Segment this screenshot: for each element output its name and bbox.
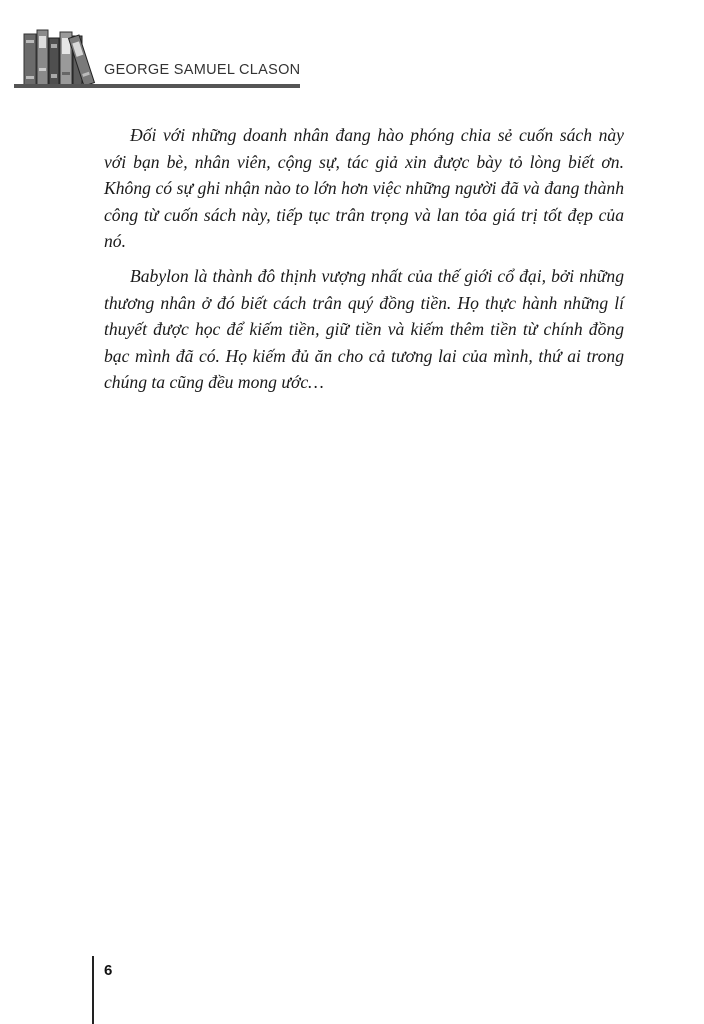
paragraph: Đối với những doanh nhân đang hào phóng chia sẻ cuốn sách này với bạn bè, nhân viên, cộng sự, tác giả xin được bày tỏ lòng biết ơn. Không có sự ghi nhận nào to lớn hơn việc những người đã và đang thành công từ cuốn sách này, tiếp tục trân trọng và lan tỏa giá trị tốt đẹp của nó. <box>104 125 624 252</box>
page-number: 6 <box>104 962 113 979</box>
paragraph: Babylon là thành đô thịnh vượng nhất của thế giới cổ đại, bởi những thương nhân ở đó biết cách trân quý đồng tiền. Họ thực hành những lí thuyết được học để kiếm tiền, giữ tiền và kiếm thêm tiền từ chính đồng bạc mình đã có. Họ kiếm đủ ăn cho cả tương lai của mình, thứ ai trong chúng ta cũng đều mong ước… <box>104 265 624 393</box>
page-header <box>0 0 704 92</box>
header-rule <box>14 84 300 88</box>
footer-rule <box>92 956 94 1024</box>
books-on-shelf-icon <box>22 28 102 90</box>
body-text <box>104 122 624 404</box>
running-head-author: GEORGE SAMUEL CLASON <box>104 62 301 78</box>
